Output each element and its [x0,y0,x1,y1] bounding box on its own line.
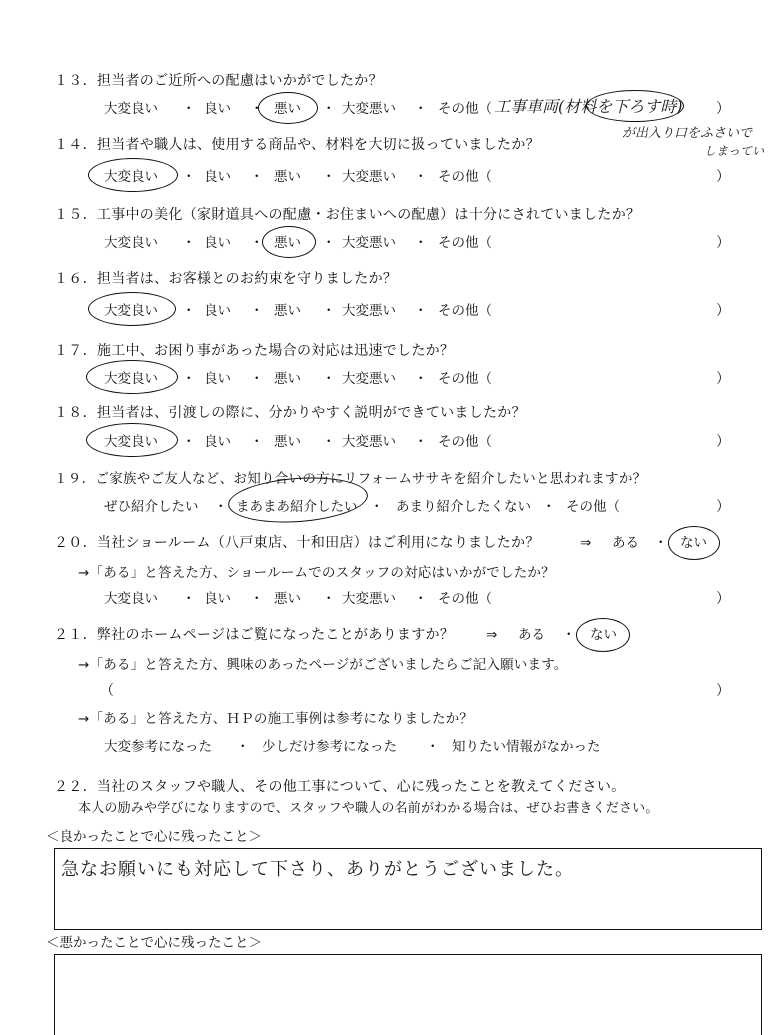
q17-option-good[interactable]: 良い [204,371,231,387]
separator: ・ [182,371,196,387]
q16-option-very-bad[interactable]: 大変悪い [342,303,396,319]
separator: ・ [414,371,428,387]
q16-option-bad[interactable]: 悪い [274,303,301,319]
bad-memory-label: ＜悪かったことで心に残ったこと＞ [46,935,262,951]
separator: ・ [322,235,336,251]
q15-option-good[interactable]: 良い [204,235,231,251]
q21-arrow: ⇒ [486,627,498,643]
q14-option-other[interactable]: その他（ [438,169,492,185]
q18-option-other[interactable]: その他（ [438,434,492,450]
q15-option-very-good[interactable]: 大変良い [104,235,158,251]
q21-option-not-helpful[interactable]: 知りたい情報がなかった [452,739,601,755]
question-21: ２１．弊社のホームページはご覧になったことがありますか？ [54,627,455,643]
separator: ・ [182,235,196,251]
q18-option-good[interactable]: 良い [204,434,231,450]
q15-option-other[interactable]: その他（ [438,235,492,251]
q17-option-bad[interactable]: 悪い [274,371,301,387]
separator: ・ [414,101,428,117]
q19-option-other[interactable]: その他（ [566,499,620,515]
separator: ・ [542,499,556,515]
close-paren: ） [716,303,730,319]
separator: ・ [250,303,264,319]
q20-option-bad[interactable]: 悪い [274,591,301,607]
q16-option-good[interactable]: 良い [204,303,231,319]
question-19: １９．ご家族やご友人など、お知り合いの方にリフォームササキを紹介したいと思われますか？ [54,471,647,487]
good-memory-label: ＜良かったことで心に残ったこと＞ [46,829,262,845]
q15-option-very-bad[interactable]: 大変悪い [342,235,396,251]
separator: ・ [182,434,196,450]
question-16: １６．担当者は、お客様とのお約束を守りましたか？ [54,271,398,287]
q17-option-other[interactable]: その他（ [438,371,492,387]
q21-option-yes[interactable]: ある [518,627,545,643]
q16-option-very-good[interactable]: 大変良い [104,303,158,319]
separator: ・ [250,591,264,607]
separator: ・ [250,434,264,450]
q20-option-yes[interactable]: ある [612,535,639,551]
q14-option-bad[interactable]: 悪い [274,169,301,185]
q13-option-very-bad[interactable]: 大変悪い [342,101,396,117]
question-13: １３．担当者のご近所への配慮はいかがでしたか？ [54,73,383,89]
q19-option-not-really[interactable]: あまり紹介したくない [396,499,531,515]
good-memory-box[interactable] [54,848,762,930]
separator: ・ [182,169,196,185]
q20-option-very-bad[interactable]: 大変悪い [342,591,396,607]
q18-option-very-bad[interactable]: 大変悪い [342,434,396,450]
bad-memory-box[interactable] [54,954,762,1035]
q20-option-very-good[interactable]: 大変良い [104,591,158,607]
separator: ・ [250,235,264,251]
q13-option-very-good[interactable]: 大変良い [104,101,158,117]
q21-option-somewhat-helpful[interactable]: 少しだけ参考になった [262,739,397,755]
separator: ・ [322,101,336,117]
question-15: １５．工事中の美化（家財道具への配慮・お住まいへの配慮）は十分にされていましたか？ [54,207,641,223]
question-14: １４．担当者や職人は、使用する商品や、材料を大切に扱っていましたか？ [54,137,540,153]
separator: ・ [414,303,428,319]
separator: ・ [250,169,264,185]
open-paren: （ [100,683,114,699]
q20-option-other[interactable]: その他（ [438,591,492,607]
question-22-note: 本人の励みや学びになりますので、スタッフや職人の名前がわかる場合は、ぜひお書きください。 [78,801,659,816]
q20-option-good[interactable]: 良い [204,591,231,607]
close-paren: ） [716,235,730,251]
question-18: １８．担当者は、引渡しの際に、分かりやすく説明ができていましたか？ [54,405,526,421]
q20-option-no[interactable]: ない [680,535,707,551]
q13-option-good[interactable]: 良い [204,101,231,117]
close-paren: ） [716,499,730,515]
separator: ・ [322,434,336,450]
close-paren: ） [716,434,730,450]
separator: ・ [414,235,428,251]
question-22: ２２．当社のスタッフや職人、その他工事について、心に残ったことを教えてください。 [54,779,626,795]
separator: ・ [322,371,336,387]
separator: ・ [214,499,228,515]
q19-option-somewhat[interactable]: まあまあ紹介したい [236,499,358,515]
q21-option-no[interactable]: ない [590,627,617,643]
separator: ・ [250,101,264,117]
q21-option-very-helpful[interactable]: 大変参考になった [104,739,212,755]
close-paren: ） [716,101,730,117]
separator: ・ [414,434,428,450]
q16-option-other[interactable]: その他（ [438,303,492,319]
q14-option-very-good[interactable]: 大変良い [104,169,158,185]
q13-option-other[interactable]: その他（ [438,101,492,117]
q21-followup-2: →「ある」と答えた方、ＨＰの施工事例は参考になりましたか？ [78,711,474,727]
separator: ・ [182,101,196,117]
close-paren: ） [716,371,730,387]
separator: ・ [322,591,336,607]
question-20: ２０．当社ショールーム（八戸東店、十和田店）はご利用になりましたか？ [54,535,540,551]
close-paren: ） [716,683,730,699]
separator: ・ [414,169,428,185]
q17-option-very-bad[interactable]: 大変悪い [342,371,396,387]
q20-followup: →「ある」と答えた方、ショールームでのスタッフの対応はいかがでしたか？ [78,565,555,581]
q13-option-bad[interactable]: 悪い [274,101,301,117]
question-17: １７．施工中、お困り事があった場合の対応は迅速でしたか？ [54,343,455,359]
q20-arrow: ⇒ [580,535,592,551]
q17-option-very-good[interactable]: 大変良い [104,371,158,387]
q13-handwritten-note-line2: が出入り口をふさいで [622,126,753,141]
separator: ・ [322,169,336,185]
close-paren: ） [716,169,730,185]
close-paren: ） [716,591,730,607]
q13-handwritten-note-line3: しまってい [704,144,765,158]
separator: ・ [370,499,384,515]
separator: ・ [562,627,576,643]
separator: ・ [654,535,668,551]
q15-option-bad[interactable]: 悪い [274,235,301,251]
good-memory-handwritten-answer: 急なお願いにも対応して下さり、ありがとうございました。 [61,859,574,880]
separator: ・ [322,303,336,319]
q18-option-very-good[interactable]: 大変良い [104,434,158,450]
q14-option-good[interactable]: 良い [204,169,231,185]
separator: ・ [414,591,428,607]
separator: ・ [426,739,440,755]
q21-followup-1: →「ある」と答えた方、興味のあったページがございましたらご記入願います。 [78,657,568,673]
q13-handwritten-note-line1: 工事車両(材料を下ろす時) [494,97,683,116]
separator: ・ [182,591,196,607]
q18-option-bad[interactable]: 悪い [274,434,301,450]
q14-option-very-bad[interactable]: 大変悪い [342,169,396,185]
separator: ・ [250,371,264,387]
separator: ・ [182,303,196,319]
separator: ・ [236,739,250,755]
q19-option-definitely[interactable]: ぜひ紹介したい [104,499,199,515]
